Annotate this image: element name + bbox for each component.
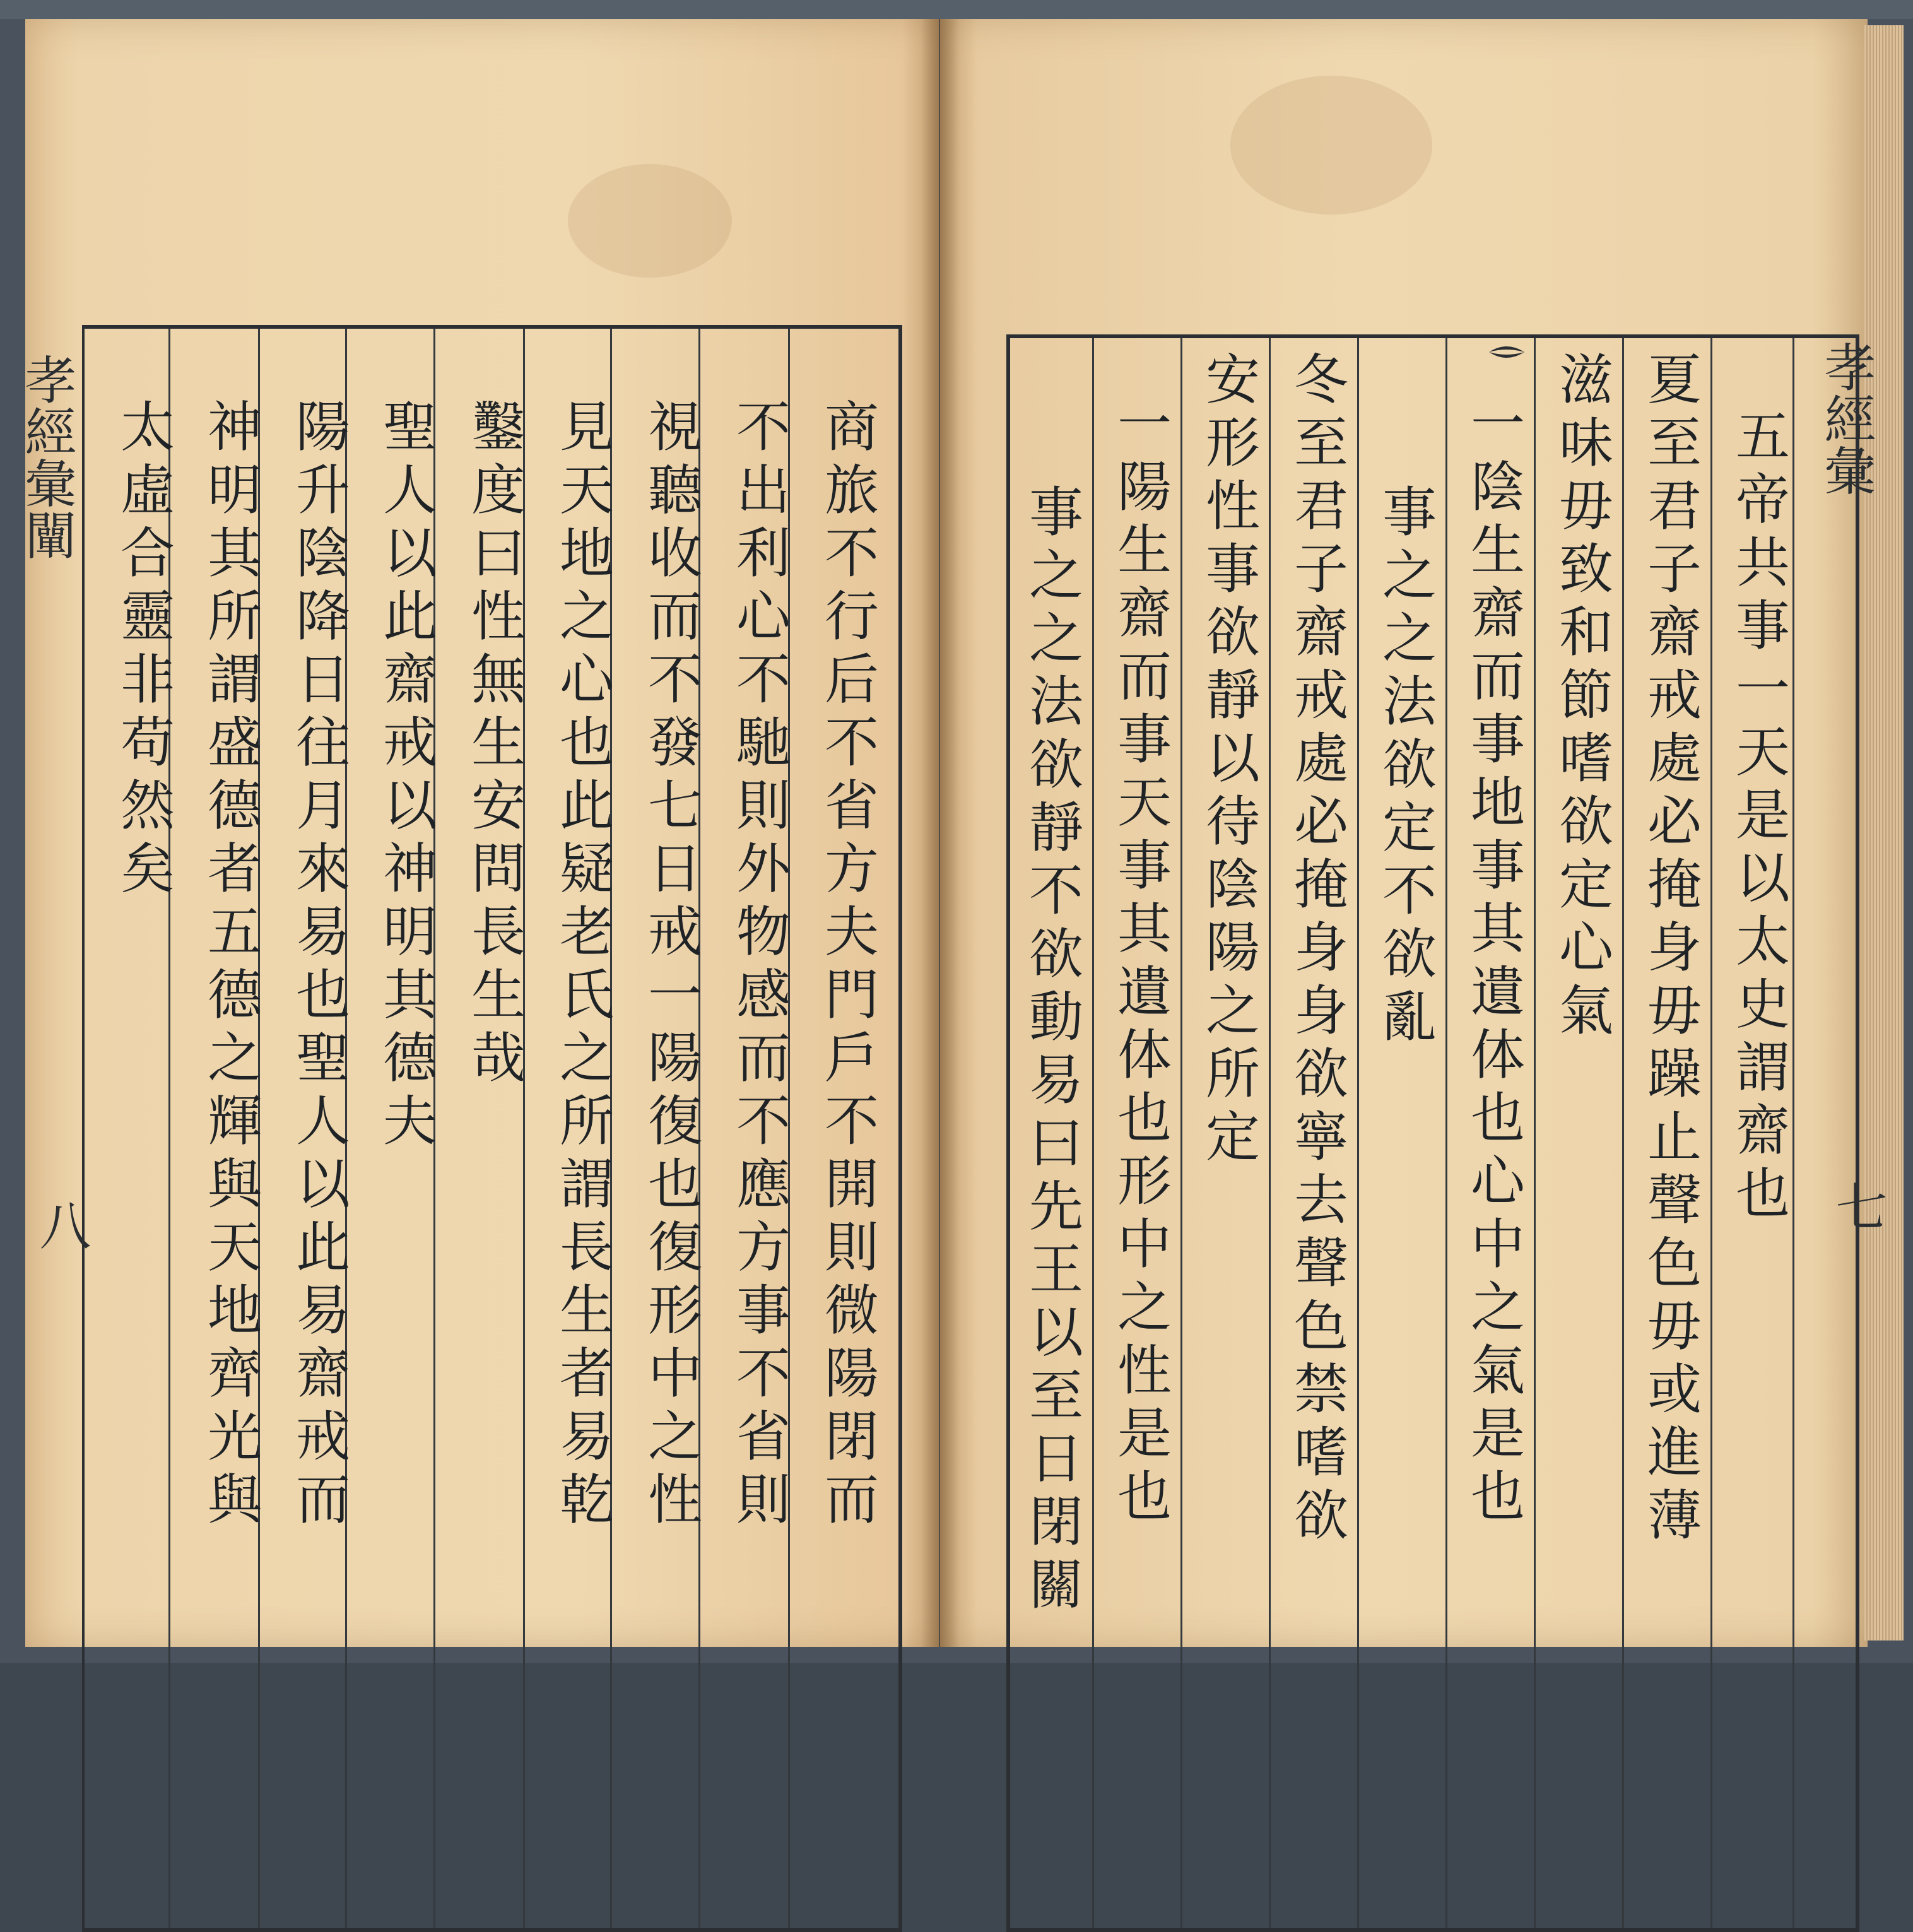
text-column: 冬至君子齋戒處必掩身身欲寧去聲色禁嗜欲 xyxy=(1285,351,1348,1550)
text-column: 五帝共事一天是以太史謂齋也 xyxy=(1726,408,1789,1228)
text-column: 一陽生齋而事天事其遺体也形中之性是也 xyxy=(1108,395,1171,1531)
text-column: 事之之法欲定不欲亂 xyxy=(1373,483,1436,1051)
text-column: 不出利心不馳則外物感而不應方事不省則 xyxy=(727,398,790,1534)
left-text-block xyxy=(82,325,902,1932)
page-number: 七 xyxy=(1827,1180,1887,1232)
text-column: 太虛合靈非苟然矣 xyxy=(111,398,174,903)
paper-stain xyxy=(1230,76,1432,215)
paper-stain xyxy=(568,164,732,278)
page-number: 八 xyxy=(31,1199,91,1251)
text-column: 鑿度曰性無生安問長生哉 xyxy=(462,398,525,1092)
column-rule xyxy=(1357,338,1359,1928)
column-rule xyxy=(1534,338,1536,1928)
text-column: 陽升陰降日往月來易也聖人以此易齋戒而 xyxy=(286,398,350,1534)
text-column: 一陰生齋而事地事其遺体也心中之氣是也 xyxy=(1461,395,1524,1531)
text-column: 見天地之心也此疑老氏之所謂長生者易乾 xyxy=(550,398,613,1534)
book-gutter xyxy=(921,19,959,1647)
text-column: 滋味毋致和節嗜欲定心氣 xyxy=(1550,351,1613,1045)
text-column: 事之之法欲靜不欲動易曰先王以至日閉關 xyxy=(1020,483,1083,1619)
page-edges xyxy=(1864,25,1904,1640)
column-rule xyxy=(1092,338,1094,1928)
margin-title: 孝經彙闡 xyxy=(16,353,76,560)
text-column: 安形性事欲靜以待陰陽之所定 xyxy=(1196,351,1259,1171)
text-column: 視聽收而不發七日戒一陽復也復形中之性 xyxy=(639,398,702,1534)
margin-title: 孝經彙 xyxy=(1816,341,1876,496)
text-column: 夏至君子齋戒處必掩身毋躁止聲色毋或進薄 xyxy=(1638,351,1701,1550)
text-column: 聖人以此齋戒以神明其德夫 xyxy=(374,398,437,1155)
text-column: 商旅不行后不省方夫門戶不開則微陽閉而 xyxy=(815,398,878,1534)
fishtail-mark-icon xyxy=(1488,341,1526,363)
column-rule xyxy=(1622,338,1624,1928)
column-rule xyxy=(1180,338,1182,1928)
column-rule xyxy=(1445,338,1447,1928)
column-rule xyxy=(1269,338,1271,1928)
column-rule xyxy=(1710,338,1712,1928)
right-text-block xyxy=(1006,334,1859,1932)
text-column: 神明其所謂盛德者五德之輝與天地齊光與 xyxy=(198,398,261,1534)
